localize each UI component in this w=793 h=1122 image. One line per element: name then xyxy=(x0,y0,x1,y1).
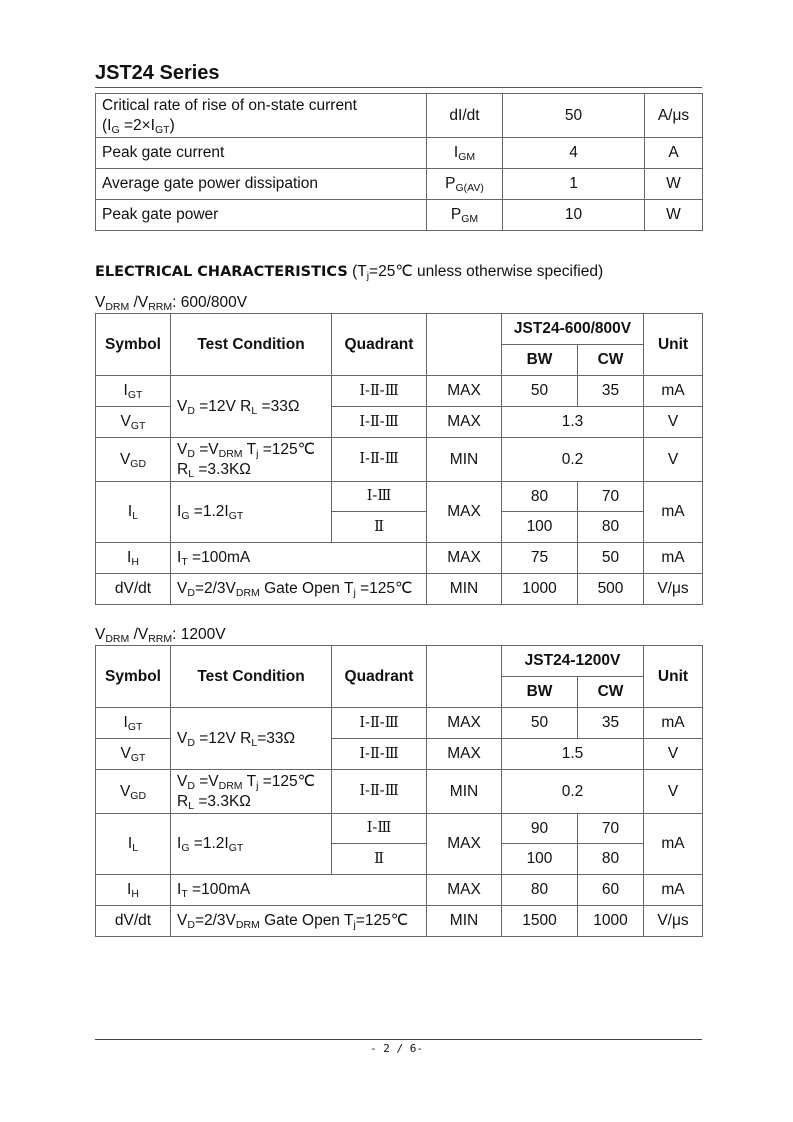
symbol-cell xyxy=(96,770,171,814)
condition-text: =12V R xyxy=(194,397,252,415)
header-bw: BW xyxy=(502,345,578,376)
condition-cell xyxy=(171,708,332,770)
symbol-text: V xyxy=(120,745,131,763)
subscript: H xyxy=(131,888,139,901)
bw-cell: 80 xyxy=(502,482,578,512)
condition-text: V xyxy=(177,441,188,459)
param-cell xyxy=(96,94,427,138)
symbol-text: I xyxy=(127,549,132,567)
limit-cell: MAX xyxy=(427,708,502,739)
limit-cell: MAX xyxy=(427,739,502,770)
quadrant-cell: Ⅰ-Ⅲ xyxy=(332,814,427,844)
characteristics-table-600-800v xyxy=(95,313,703,605)
unit-cell: V xyxy=(644,770,703,814)
cw-cell: 500 xyxy=(578,574,644,605)
symbol-text: V xyxy=(120,413,131,431)
unit-cell: W xyxy=(645,169,703,200)
ratings-table xyxy=(95,93,703,231)
unit-cell: mA xyxy=(644,482,703,543)
limit-cell: MIN xyxy=(427,906,502,937)
condition-text: =3.3KΩ xyxy=(194,792,251,810)
bw-cell: 50 xyxy=(502,708,578,739)
header-row xyxy=(96,314,703,345)
limit-cell: MAX xyxy=(427,482,502,543)
param-text: =2×I xyxy=(119,116,155,134)
symbol-cell: dI/dt xyxy=(427,94,503,138)
condition-text: Gate Open T xyxy=(259,912,354,930)
subscript: T xyxy=(181,556,188,569)
value-cell: 50 xyxy=(503,94,645,138)
subscript: GD xyxy=(130,789,147,802)
header-quadrant: Quadrant xyxy=(332,646,427,708)
condition-text: =3.3KΩ xyxy=(194,460,251,478)
condition-text: I xyxy=(177,549,182,567)
subscript: L xyxy=(251,736,258,749)
condition-text: =1.2I xyxy=(189,503,229,521)
table-row xyxy=(96,770,703,814)
header-unit: Unit xyxy=(644,314,703,376)
characteristics-table-1200v xyxy=(95,645,703,937)
bw-cell: 100 xyxy=(502,844,578,875)
bw-cell: 75 xyxy=(502,543,578,574)
header-symbol: Symbol xyxy=(96,646,171,708)
subscript: DRM xyxy=(218,780,243,793)
symbol-text: I xyxy=(127,503,133,521)
value-cell: 1 xyxy=(503,169,645,200)
value-cell: 0.2 xyxy=(502,438,644,482)
symbol-cell xyxy=(96,875,171,906)
unit-cell: V/μs xyxy=(644,906,703,937)
subscript: GT xyxy=(228,842,244,855)
title-rule xyxy=(95,87,702,88)
condition-text: V xyxy=(177,729,188,747)
value-cell: 0.2 xyxy=(502,770,644,814)
header-group: JST24-1200V xyxy=(502,646,644,677)
unit-cell: mA xyxy=(644,875,703,906)
header-row xyxy=(96,646,703,677)
bw-cell: 80 xyxy=(502,875,578,906)
unit-cell: V xyxy=(644,438,703,482)
cw-cell: 35 xyxy=(578,376,644,407)
header-test-condition: Test Condition xyxy=(171,314,332,376)
condition-text: V xyxy=(177,912,188,930)
unit-cell: V xyxy=(644,407,703,438)
table-row xyxy=(96,169,703,200)
cw-cell: 60 xyxy=(578,875,644,906)
symbol-cell xyxy=(427,200,503,231)
header-test-condition: Test Condition xyxy=(171,646,332,708)
limit-cell: MAX xyxy=(427,407,502,438)
bw-cell: 90 xyxy=(502,814,578,844)
subscript: GT xyxy=(228,510,244,523)
subscript: DRM xyxy=(218,448,243,461)
limit-cell: MAX xyxy=(427,543,502,574)
limit-cell: MAX xyxy=(427,875,502,906)
header-bw: BW xyxy=(502,677,578,708)
condition-cell xyxy=(171,543,427,574)
limit-cell: MAX xyxy=(427,814,502,875)
symbol-cell xyxy=(96,543,171,574)
unit-cell: mA xyxy=(644,708,703,739)
subscript: GT xyxy=(154,123,170,136)
subscript: G xyxy=(181,842,190,855)
quadrant-cell: Ⅰ-Ⅱ-Ⅲ xyxy=(332,438,427,482)
condition-text: V xyxy=(177,773,188,791)
limit-cell: MIN xyxy=(427,574,502,605)
table-row xyxy=(96,138,703,169)
bw-cell: 1000 xyxy=(502,574,578,605)
quadrant-cell: Ⅰ-Ⅱ-Ⅲ xyxy=(332,376,427,407)
condition-cell xyxy=(171,574,427,605)
quadrant-cell: Ⅰ-Ⅲ xyxy=(332,482,427,512)
condition-text: =2/3V xyxy=(194,580,236,598)
condition-text: =125℃ xyxy=(258,773,316,791)
condition-text: T xyxy=(242,441,257,459)
subscript: DRM xyxy=(235,587,260,600)
symbol-cell: dV/dt xyxy=(96,574,171,605)
subscript: G(AV) xyxy=(455,182,484,195)
symbol-text: P xyxy=(450,206,462,224)
unit-cell: V xyxy=(644,739,703,770)
condition-text: =1.2I xyxy=(189,835,229,853)
subscript: H xyxy=(131,556,139,569)
cw-cell: 70 xyxy=(578,814,644,844)
symbol-text: I xyxy=(123,714,128,732)
condition-text: I xyxy=(177,835,182,853)
table-row xyxy=(96,906,703,937)
condition-text: =100mA xyxy=(187,881,251,899)
table-caption xyxy=(95,294,247,312)
table-row xyxy=(96,814,703,844)
subscript: D xyxy=(187,736,195,749)
condition-text: Gate Open T xyxy=(259,580,354,598)
header-group: JST24-600/800V xyxy=(502,314,644,345)
symbol-text: I xyxy=(127,835,133,853)
subscript: RRM xyxy=(148,633,173,645)
quadrant-cell: Ⅱ xyxy=(332,844,427,875)
caption-text: /V xyxy=(129,626,149,643)
caption-text: : 600/800V xyxy=(172,294,248,311)
condition-text: =33Ω xyxy=(257,729,296,747)
table-row xyxy=(96,543,703,574)
subscript: j xyxy=(256,448,259,461)
subscript: j xyxy=(256,780,259,793)
symbol-text: V xyxy=(119,782,131,800)
subscript: D xyxy=(187,919,195,932)
table-row xyxy=(96,438,703,482)
unit-cell: A/μs xyxy=(645,94,703,138)
page-number: - 2 / 6- xyxy=(370,1042,423,1055)
quadrant-cell: Ⅰ-Ⅱ-Ⅲ xyxy=(332,770,427,814)
condition-text: =V xyxy=(194,441,219,459)
cw-cell: 80 xyxy=(578,844,644,875)
section-note: =25℃ unless otherwise specified) xyxy=(369,263,604,280)
table-row xyxy=(96,574,703,605)
subscript: DRM xyxy=(105,301,130,313)
caption-text: V xyxy=(95,294,106,311)
symbol-cell xyxy=(96,739,171,770)
symbol-cell xyxy=(427,169,503,200)
subscript: L xyxy=(132,842,139,855)
subscript: L xyxy=(188,467,195,480)
header-limit xyxy=(427,314,502,376)
condition-text: =12V R xyxy=(194,729,252,747)
symbol-cell xyxy=(427,138,503,169)
table-row xyxy=(96,376,703,407)
unit-cell: A xyxy=(645,138,703,169)
unit-cell: W xyxy=(645,200,703,231)
subscript: G xyxy=(111,123,120,136)
condition-text: =125℃ xyxy=(355,580,413,598)
table-caption xyxy=(95,626,226,644)
cw-cell: 35 xyxy=(578,708,644,739)
subscript: G xyxy=(181,510,190,523)
unit-cell: mA xyxy=(644,376,703,407)
subscript: T xyxy=(181,888,188,901)
condition-text: =100mA xyxy=(187,549,251,567)
section-heading-text: ELECTRICAL CHARACTERISTICS xyxy=(95,264,348,280)
caption-text: : 1200V xyxy=(172,626,226,643)
subscript: DRM xyxy=(235,919,260,932)
unit-cell: V/μs xyxy=(644,574,703,605)
condition-cell xyxy=(171,376,332,438)
condition-text: =125℃ xyxy=(355,912,409,930)
bw-cell: 1500 xyxy=(502,906,578,937)
subscript: GM xyxy=(458,151,476,164)
table-row xyxy=(96,200,703,231)
subscript: D xyxy=(187,587,195,600)
param-cell: Average gate power dissipation xyxy=(96,169,427,200)
table-row xyxy=(96,94,703,138)
symbol-cell xyxy=(96,376,171,407)
value-cell: 1.3 xyxy=(502,407,644,438)
subscript: j xyxy=(366,270,370,282)
symbol-cell xyxy=(96,482,171,543)
subscript: L xyxy=(188,799,195,812)
condition-text: =V xyxy=(194,773,219,791)
condition-text: T xyxy=(242,773,257,791)
condition-text: R xyxy=(177,460,189,478)
unit-cell: mA xyxy=(644,814,703,875)
header-quadrant: Quadrant xyxy=(332,314,427,376)
condition-cell xyxy=(171,814,332,875)
subscript: DRM xyxy=(105,633,130,645)
limit-cell: MAX xyxy=(427,376,502,407)
section-note: (T xyxy=(347,263,367,280)
header-cw: CW xyxy=(578,345,644,376)
condition-text: =125℃ xyxy=(258,441,316,459)
subscript: GT xyxy=(127,721,143,734)
subscript: D xyxy=(187,404,195,417)
table-row xyxy=(96,708,703,739)
value-cell: 10 xyxy=(503,200,645,231)
cw-cell: 80 xyxy=(578,512,644,543)
param-cell: Peak gate current xyxy=(96,138,427,169)
cw-cell: 70 xyxy=(578,482,644,512)
subscript: GT xyxy=(130,420,146,433)
subscript: GT xyxy=(127,389,143,402)
symbol-cell xyxy=(96,407,171,438)
symbol-text: I xyxy=(127,881,132,899)
quadrant-cell: Ⅰ-Ⅱ-Ⅲ xyxy=(332,407,427,438)
symbol-cell xyxy=(96,814,171,875)
subscript: j xyxy=(353,587,356,600)
condition-cell xyxy=(171,438,332,482)
param-text: ) xyxy=(169,116,175,134)
section-heading xyxy=(95,262,603,281)
cw-cell: 1000 xyxy=(578,906,644,937)
quadrant-cell: Ⅰ-Ⅱ-Ⅲ xyxy=(332,739,427,770)
condition-text: I xyxy=(177,881,182,899)
symbol-cell xyxy=(96,438,171,482)
condition-cell xyxy=(171,482,332,543)
param-text: (I xyxy=(102,116,112,134)
footer-rule xyxy=(95,1039,702,1040)
subscript: D xyxy=(187,448,195,461)
condition-text: I xyxy=(177,503,182,521)
condition-text: V xyxy=(177,397,188,415)
condition-text: R xyxy=(177,792,189,810)
subscript: L xyxy=(132,510,139,523)
table-row xyxy=(96,875,703,906)
quadrant-cell: Ⅱ xyxy=(332,512,427,543)
condition-cell xyxy=(171,906,427,937)
header-unit: Unit xyxy=(644,646,703,708)
value-cell: 1.5 xyxy=(502,739,644,770)
subscript: GM xyxy=(461,213,479,226)
param-text: Critical rate of rise of on-state current xyxy=(102,97,357,115)
symbol-text: P xyxy=(445,175,456,193)
cw-cell: 50 xyxy=(578,543,644,574)
symbol-text: V xyxy=(119,450,131,468)
unit-cell: mA xyxy=(644,543,703,574)
condition-text: V xyxy=(177,580,188,598)
subscript: RRM xyxy=(148,301,173,313)
caption-text: V xyxy=(95,626,106,643)
condition-cell xyxy=(171,875,427,906)
subscript: GD xyxy=(130,457,147,470)
subscript: j xyxy=(353,919,356,932)
quadrant-cell: Ⅰ-Ⅱ-Ⅲ xyxy=(332,708,427,739)
subscript: GT xyxy=(130,752,146,765)
header-symbol: Symbol xyxy=(96,314,171,376)
page-title: JST24 Series xyxy=(95,62,220,84)
value-cell: 4 xyxy=(503,138,645,169)
condition-text: =2/3V xyxy=(194,912,236,930)
symbol-cell: dV/dt xyxy=(96,906,171,937)
condition-text: =33Ω xyxy=(257,397,300,415)
subscript: L xyxy=(251,404,258,417)
header-cw: CW xyxy=(578,677,644,708)
caption-text: /V xyxy=(129,294,149,311)
symbol-cell xyxy=(96,708,171,739)
table-row xyxy=(96,482,703,512)
symbol-text: I xyxy=(123,382,128,400)
subscript: D xyxy=(187,780,195,793)
bw-cell: 50 xyxy=(502,376,578,407)
header-limit xyxy=(427,646,502,708)
param-cell: Peak gate power xyxy=(96,200,427,231)
limit-cell: MIN xyxy=(427,770,502,814)
condition-cell xyxy=(171,770,332,814)
symbol-text: I xyxy=(453,144,459,162)
limit-cell: MIN xyxy=(427,438,502,482)
bw-cell: 100 xyxy=(502,512,578,543)
